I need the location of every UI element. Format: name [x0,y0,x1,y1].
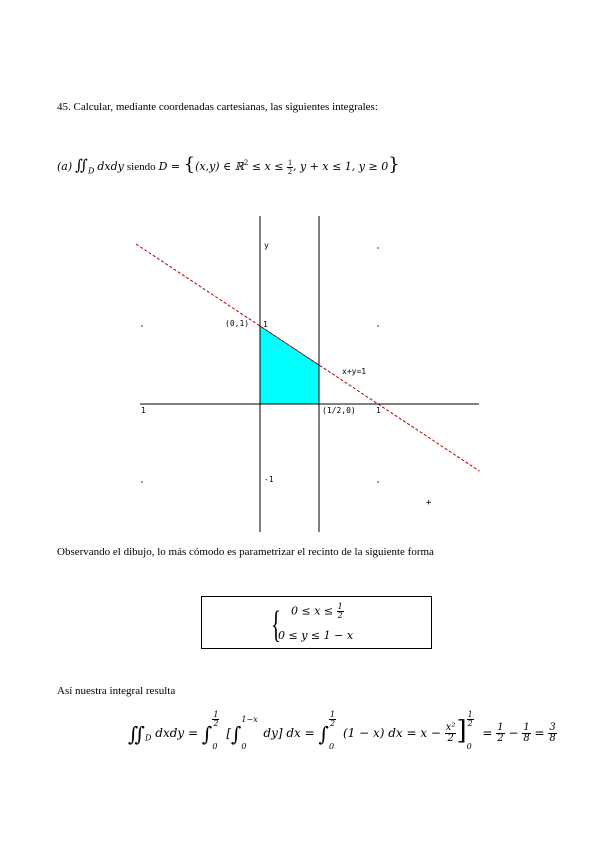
second-integral-limits: $\frac{1}{2}$ 0 [328,709,336,751]
observation-text: Observando el dibujo, lo más cómodo es parametrizar el recinto de la siguiente forma [57,546,434,558]
line-x-plus-y-equals-1 [136,244,479,471]
evaluation-bracket: ] [456,716,467,746]
outer-integral-sign: ∫ [201,722,213,746]
x-tick-label-left: 1 [141,406,146,415]
inner-body: dy] dx = [263,726,319,740]
set-close-brace: } [388,154,400,175]
plus-marker: + [426,498,432,508]
outer-integral-limits: $\frac{1}{2}$ 0 [212,709,219,751]
double-integral-sign: ∬ [75,156,88,174]
y-tick-label-top: 1 [263,320,268,329]
region-d [260,326,319,404]
second-integral-sign: ∫ [318,722,329,746]
double-integral: ∬ [128,722,146,746]
inner-integral-limits: 1−x 0 [241,714,258,751]
point-label-0-1: (0,1) [225,319,250,328]
domain-lhs: D = [158,160,184,173]
half-fraction: $\frac{1}{2}$ [287,157,292,176]
result-half: $\frac{1}{2}$ [497,722,504,744]
result-intro: Así nuestra integral resulta [57,685,176,697]
connector-text: siendo [126,161,156,173]
line-label: x+y=1 [342,367,367,376]
result-three-eighths: $\frac{3}{8}$ [549,722,556,744]
evaluation-limits: $\frac{1}{2}$ 0 [466,709,473,751]
condition-1: ≤ x ≤ [248,160,287,173]
part-a-label: (a) [57,160,73,173]
middle-body: (1 − x) dx = x − [342,726,445,740]
grid-dot [377,325,379,327]
point-label-half-0: (1/2,0) [322,406,356,415]
condition-rest: , y + x ≤ 1, y ≥ 0 [292,160,389,173]
grid-dot [141,325,143,327]
system-row-1: 0 ≤ x ≤ $\frac{1}{2}$ [291,602,343,620]
set-open-brace: { [183,154,196,175]
system-brace: { [271,604,282,646]
x-tick-label-right: 1 [376,406,381,415]
problem-statement: Calcular, mediante coordenadas cartesianas, las siguientes integrales: [73,101,378,113]
final-computation: $∬_D$ dxdy = ∫ $\frac{1}{2}$ 0 [∫ 1−x 0 dy] dx = ∫ $\frac{1}{2}$ 0 (1 − x) dx = x − $\frac{\text{x²}}{2}$ ] $\frac{1}{2}$ 0 = $\frac{1}{2}$ − $\frac{1}{8}$ = $\frac{3}{8}$ [128,709,556,751]
inner-integral-sign: ∫ [231,722,242,746]
y-axis-label: y [264,241,269,250]
final-domain-sub: D [145,733,152,743]
set-element: (x,y) ∈ ℝ [195,160,244,173]
grid-dot [377,247,379,249]
domain-subscript: D [87,166,95,176]
grid-dot [141,481,143,483]
set-superscript: 2 [243,159,249,167]
problem-number: 45. [57,101,71,113]
final-lhs: dxdy [155,726,185,740]
result-eighth: $\frac{1}{8}$ [523,722,530,744]
x-squared-over-2: $\frac{\text{x²}}{2}$ [445,722,456,744]
system-row-2: 0 ≤ y ≤ 1 − x [278,629,354,642]
grid-dot [377,481,379,483]
integrand: dxdy [97,160,124,173]
y-tick-label-bottom: -1 [264,475,274,484]
